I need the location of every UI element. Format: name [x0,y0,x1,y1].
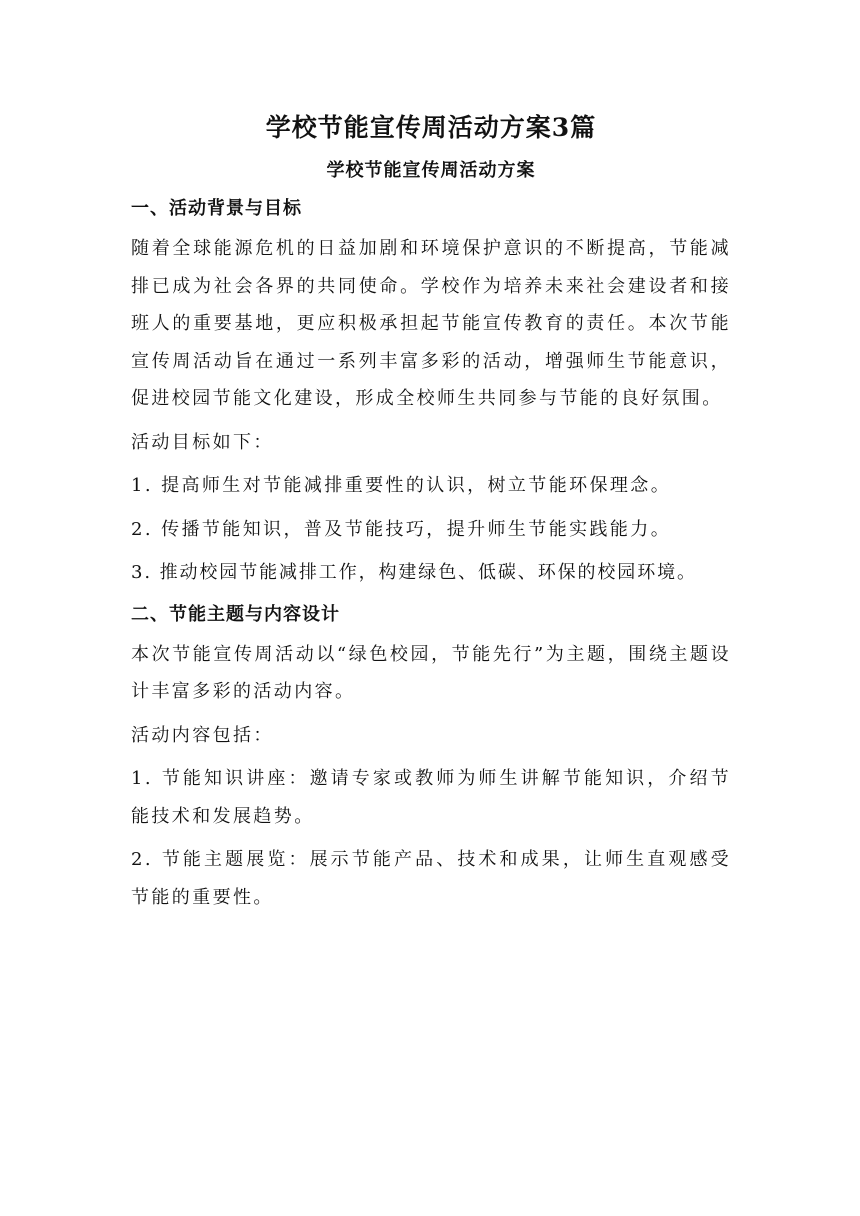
content-number: 1. [131,768,153,789]
goal-text: 传播节能知识，普及节能技巧，提升师生节能实践能力。 [161,518,672,540]
section-heading-theme-content: 二、节能主题与内容设计 [131,603,340,625]
goal-number: 2. [131,518,153,540]
theme-paragraph: 本次节能宣传周活动以“绿色校园，节能先行”为主题，围绕主题设计丰富多彩的活动内容。 [131,643,731,702]
content-intro: 活动内容包括： [131,724,274,746]
content-item-1 [131,760,731,835]
content-text: 节能主题展览：展示节能产品、技术和成果，让师生直观感受节能的重要性。 [131,849,731,908]
section-heading-background-goals: 一、活动背景与目标 [131,198,302,219]
goal-text: 提高师生对节能减排重要性的认识，树立节能环保理念。 [161,475,672,496]
goal-item-2 [131,511,731,549]
document-subtitle: 学校节能宣传周活动方案 [326,160,536,181]
goal-number: 1. [131,475,153,496]
goal-text: 推动校园节能减排工作，构建绿色、低碳、环保的校园环境。 [159,562,697,583]
document-content [131,108,731,916]
content-item-2 [131,841,731,916]
content-text: 节能知识讲座：邀请专家或教师为师生讲解节能知识，介绍节能技术和发展趋势。 [131,768,731,827]
document-title: 学校节能宣传周活动方案3篇 [265,113,597,142]
goal-item-3 [131,554,731,592]
goal-item-1 [131,467,731,505]
goal-number: 3. [131,562,152,583]
goals-intro: 活动目标如下： [131,431,274,453]
background-paragraph: 随着全球能源危机的日益加剧和环境保护意识的不断提高，节能减排已成为社会各界的共同使命。学校作为培养未来社会建设者和接班人的重要基地，更应积极承担起节能宣传教育的责任。本次节能宣传周活动旨在通过一系列丰富多彩的活动，增强师生节能意识，促进校园节能文化建设，形成全校师生共同参与节能的良好氛围。 [131,238,731,409]
content-number: 2. [131,849,153,870]
